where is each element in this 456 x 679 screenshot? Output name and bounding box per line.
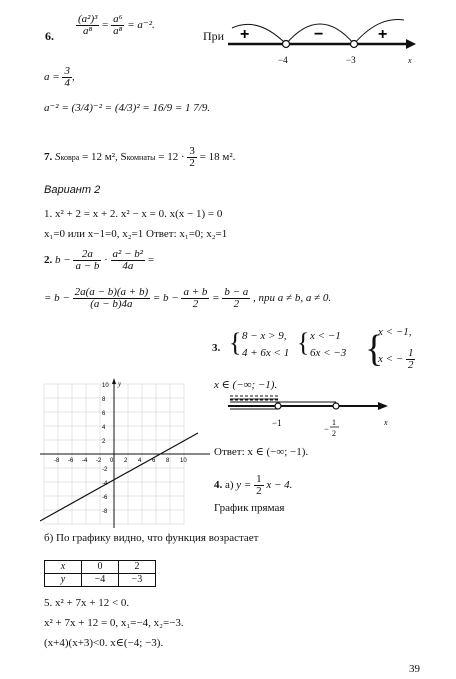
brace-icon: { — [365, 328, 384, 370]
y-tick-label: -6 — [102, 495, 108, 501]
x-tick-label: 0 — [110, 458, 114, 464]
frac-numerator: a⁶ — [113, 13, 123, 25]
point-label: − — [324, 424, 330, 434]
text: = — [147, 254, 155, 267]
text: = 12 м², S — [79, 151, 127, 164]
values-table — [44, 560, 156, 587]
system-line: 4 + 6x < 1 — [242, 347, 290, 359]
y-tick-label: -2 — [102, 467, 108, 473]
problem-7-number: 7. — [44, 151, 53, 164]
y-tick-label: -4 — [102, 481, 108, 487]
v5-line3: (x+4)(x+3)<0. x∈(−4; −3). — [44, 637, 164, 649]
frac-denominator: a − b — [75, 260, 100, 272]
v1-line1: 1. x² + 2 = x + 2. x² − x = 0. x(x − 1) = 0 — [44, 208, 223, 220]
a-label: a = — [44, 71, 60, 84]
x-tick-label: -8 — [54, 458, 60, 464]
a-power-line: a⁻² = (3/4)⁻² = (4/3)² = 16/9 = 1 7/9. — [44, 102, 211, 114]
sign-plus-left: + — [240, 26, 250, 43]
x-tick-label: 6 — [152, 458, 156, 464]
text: = 12 · — [155, 151, 185, 164]
frac-numerator: 1 — [407, 347, 414, 359]
y-tick-labels — [102, 383, 109, 515]
table-cell: 2 — [119, 561, 156, 574]
graph — [40, 378, 212, 528]
y-tick-label: -8 — [102, 509, 108, 515]
y-tick-label: 6 — [102, 411, 106, 417]
y-tick-label: 4 — [102, 425, 106, 431]
text: x < − — [378, 353, 404, 366]
frac-numerator: b − a — [224, 286, 249, 298]
x-tick-labels — [54, 458, 187, 464]
x-tick-label: 4 — [138, 458, 142, 464]
problem-3-number: 3. — [212, 342, 221, 354]
frac-denominator: 2 — [192, 298, 199, 310]
answer-3: Ответ: x ∈ (−∞; −1). — [214, 446, 309, 458]
x-tick-label: 8 — [166, 458, 170, 464]
system-line: 8 − x > 9, — [242, 330, 287, 342]
solution-number-line — [228, 392, 398, 440]
arrow-icon — [112, 378, 116, 384]
frac-denominator: a⁸ — [83, 25, 93, 37]
system-line: 6x < −3 — [310, 347, 347, 359]
frac-numerator: 1 — [256, 473, 262, 485]
v4-line1 — [214, 474, 292, 497]
axis-label: x — [408, 56, 412, 65]
frac-numerator: (a²)³ — [78, 13, 98, 25]
point-label: 1 — [332, 418, 336, 427]
point-label: −4 — [278, 55, 288, 65]
point-open — [351, 41, 358, 48]
frac-denominator: a⁸ — [113, 25, 123, 37]
v2-line2 — [44, 287, 331, 310]
system-line: x < −1, — [378, 326, 412, 338]
system-line — [378, 348, 415, 371]
subscript: ковра — [60, 153, 80, 163]
x-tick-label: 10 — [180, 458, 187, 464]
y-tick-label: 10 — [102, 383, 109, 389]
table-cell: 0 — [82, 561, 119, 574]
y-tick-label: 2 — [102, 439, 106, 445]
text: b − — [55, 254, 71, 267]
frac-numerator: a + b — [183, 286, 208, 298]
v1-line2: x₁=0 или x−1=0, x₂=1 Ответ: x₁=0; x₂=1 — [44, 228, 228, 240]
point-open — [283, 41, 290, 48]
point-open — [275, 403, 281, 409]
axis-label: x — [384, 418, 388, 427]
problem-6-expression: $\frac{\text{(a²)³}}{\text{a⁸}}$ = $\frac{\text{a⁶}}{\text{a⁸}}$ = a⁻². — [78, 13, 155, 37]
frac-denominator: 2 — [407, 359, 414, 371]
point-label: −1 — [272, 418, 282, 428]
b-line: б) По графику видно, что функция возрастает — [44, 532, 259, 544]
subscript: комнаты — [126, 153, 156, 163]
function-line — [40, 433, 198, 521]
table-row — [45, 561, 156, 574]
frac-denominator: 2 — [189, 157, 195, 169]
text: y = — [236, 479, 252, 492]
axis-arrow-icon — [406, 39, 416, 49]
v2-line1 — [44, 249, 154, 272]
sign-minus: − — [314, 26, 324, 43]
a-value: a = $\frac{3}{4}$ , — [44, 65, 75, 89]
frac-denominator: 4a — [122, 260, 134, 272]
v5-line2: x² + 7x + 12 = 0, x₁=−4, x₂=−3. — [44, 617, 184, 629]
frac-numerator: 3 — [189, 145, 195, 157]
problem-number: 4. — [214, 479, 223, 492]
brace-icon: { — [297, 328, 310, 357]
v5-line1: 5. x² + 7x + 12 < 0. — [44, 597, 130, 609]
text: = b − — [152, 292, 179, 305]
table-cell: x — [45, 561, 82, 574]
table-cell: −3 — [119, 574, 156, 587]
pri-label: При — [203, 29, 225, 43]
x-tick-label: -4 — [82, 458, 88, 464]
text: = b − — [44, 292, 70, 305]
text: , при a ≠ b, a ≠ 0. — [253, 292, 332, 305]
text: S — [55, 151, 61, 164]
x-tick-label: -6 — [68, 458, 74, 464]
x-tick-label: 2 — [124, 458, 128, 464]
problem-7 — [44, 146, 235, 169]
text: а) — [225, 479, 234, 492]
v4-line2: График прямая — [214, 502, 285, 514]
text: = 18 м². — [199, 151, 236, 164]
point-label: 2 — [332, 429, 336, 438]
frac-numerator: 2a(a − b)(a + b) — [74, 286, 149, 298]
frac-numerator: 3 — [64, 65, 70, 77]
frac-denominator: (a − b)4a — [90, 298, 133, 310]
system-line: x < −1 — [310, 330, 341, 342]
problem-6-number: 6. — [45, 29, 54, 43]
text: x − 4. — [266, 479, 293, 492]
table-cell: y — [45, 574, 82, 587]
frac-denominator: 2 — [233, 298, 240, 310]
variant-title: Вариант 2 — [44, 184, 101, 196]
x-tick-label: -2 — [96, 458, 102, 464]
table-row — [45, 574, 156, 587]
frac-numerator: a² − b² — [112, 248, 144, 260]
y-axis-label: y — [118, 380, 122, 388]
sign-plus-right: + — [378, 26, 388, 43]
sign-number-line — [228, 8, 424, 70]
page-number: 39 — [409, 663, 420, 675]
frac-denominator: 2 — [256, 485, 262, 497]
expression-tail: = a⁻². — [127, 19, 155, 32]
y-tick-label: 8 — [102, 397, 106, 403]
problem-number: 2. — [44, 254, 53, 267]
brace-icon: { — [229, 328, 242, 357]
point-label: −3 — [346, 55, 356, 65]
frac-numerator: 2a — [73, 249, 101, 261]
point-open — [333, 403, 339, 409]
text: = — [212, 292, 220, 305]
frac-denominator: 4 — [64, 77, 70, 89]
text: · — [104, 254, 108, 267]
solution-text: x ∈ (−∞; −1). — [214, 379, 278, 391]
table-cell: −4 — [82, 574, 119, 587]
axis-arrow-icon — [378, 402, 388, 410]
